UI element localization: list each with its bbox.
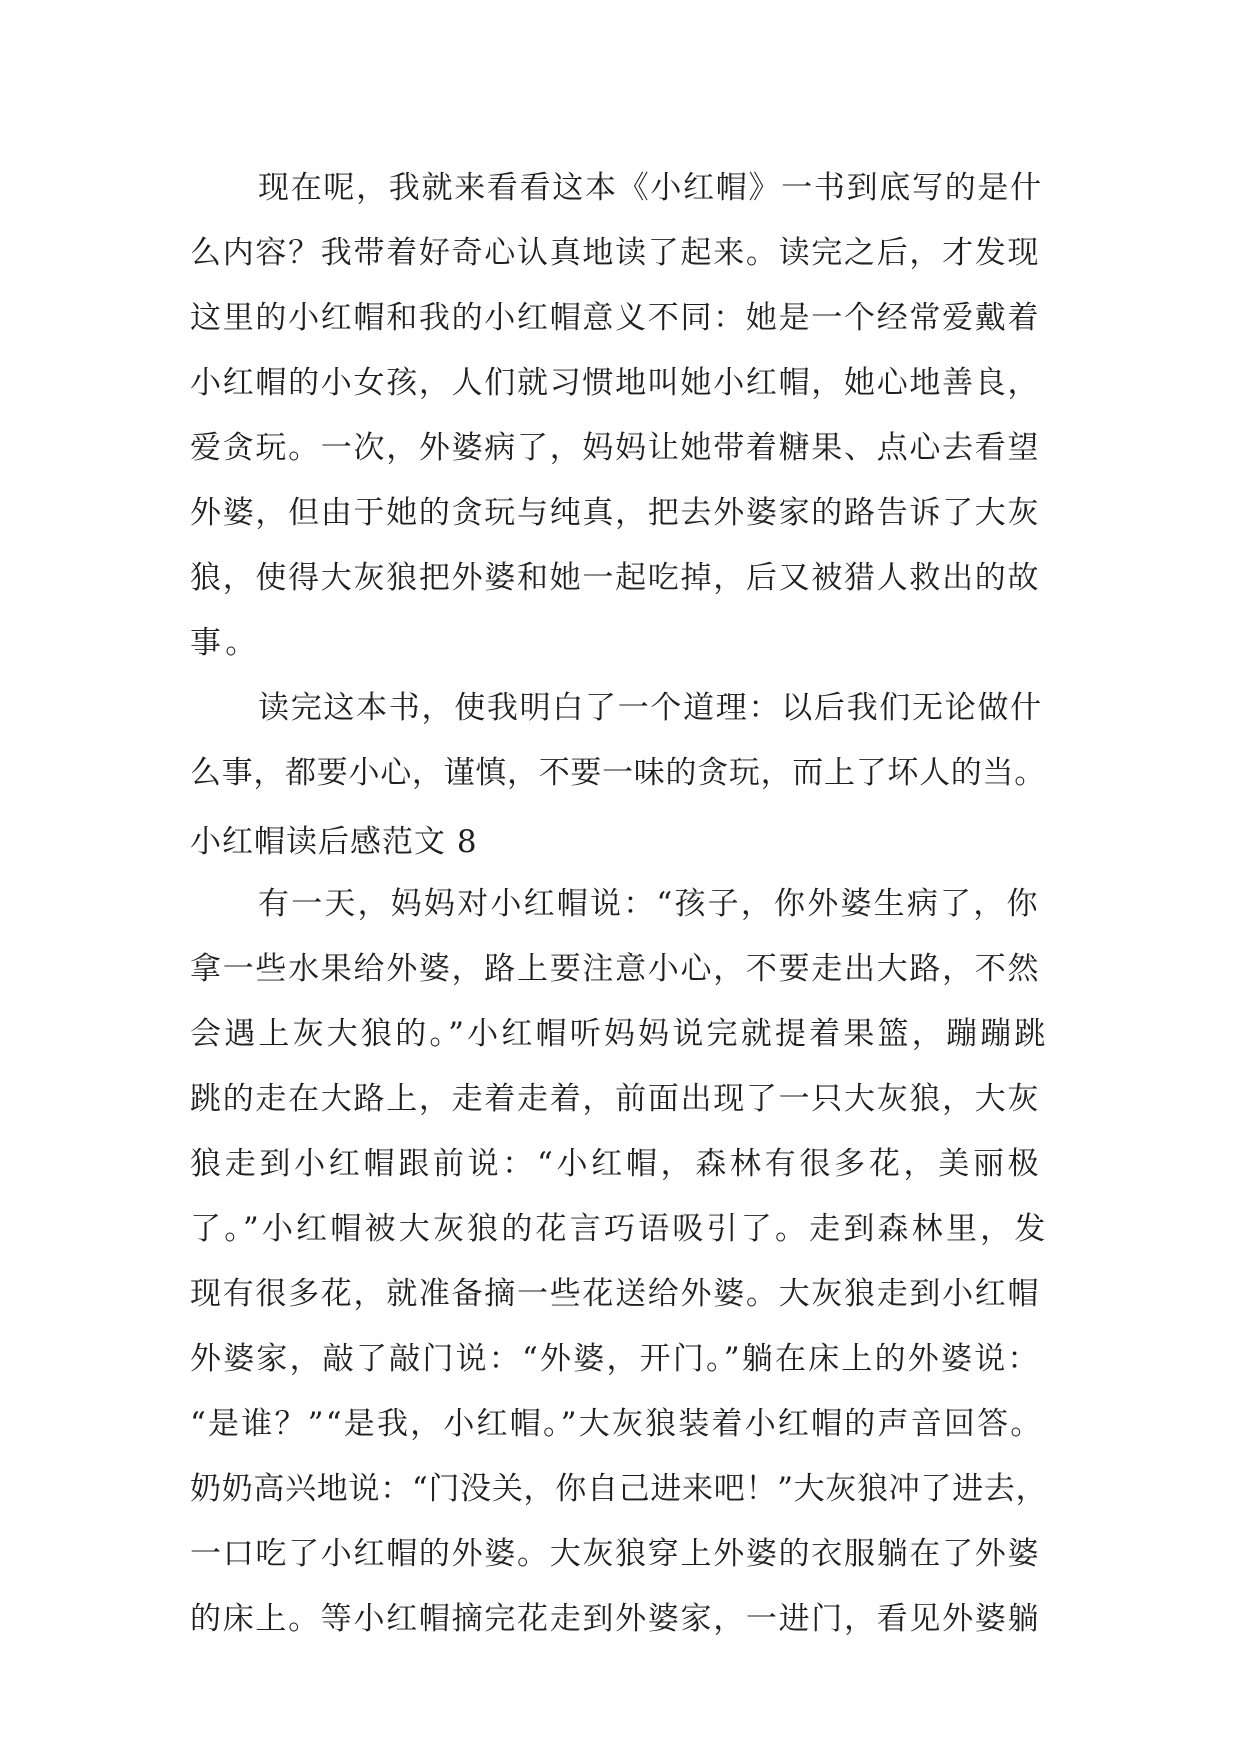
paragraph-line: 外婆家，敲了敲门说：“外婆，开门。”躺在床上的外婆说：: [190, 1341, 1041, 1377]
paragraph-line: 狼走到小红帽跟前说：“小红帽，森林有很多花，美丽极: [190, 1146, 1043, 1182]
paragraph-3: [190, 872, 1050, 1652]
paragraph-line: 小红帽的小女孩，人们就习惯地叫她小红帽，她心地善良，: [190, 365, 1041, 401]
paragraph-1: [190, 156, 1050, 676]
paragraph-line: 了。”小红帽被大灰狼的花言巧语吸引了。走到森林里，发: [190, 1211, 1049, 1247]
paragraph-line: 狼，使得大灰狼把外婆和她一起吃掉，后又被猎人救出的故: [190, 560, 1041, 596]
paragraph-line: 的床上。等小红帽摘完花走到外婆家，一进门，看见外婆躺: [190, 1601, 1041, 1637]
paragraph-line: 现在呢，我就来看看这本《小红帽》一书到底写的是什: [258, 170, 1043, 206]
paragraph-line: 外婆，但由于她的贪玩与纯真，把去外婆家的路告诉了大灰: [190, 495, 1041, 531]
paragraph-2: [190, 676, 1050, 806]
paragraph-line: 这里的小红帽和我的小红帽意义不同：她是一个经常爱戴着: [190, 300, 1041, 336]
section-heading-block: [190, 812, 1050, 872]
paragraph-line: 现有很多花，就准备摘一些花送给外婆。大灰狼走到小红帽: [190, 1276, 1041, 1312]
paragraph-line: 一口吃了小红帽的外婆。大灰狼穿上外婆的衣服躺在了外婆: [190, 1536, 1041, 1572]
paragraph-line: 有一天，妈妈对小红帽说：“孩子，你外婆生病了，你: [258, 886, 1040, 922]
paragraph-line: 跳的走在大路上，走着走着，前面出现了一只大灰狼，大灰: [190, 1081, 1041, 1117]
paragraph-line: 爱贪玩。一次，外婆病了，妈妈让她带着糖果、点心去看望: [190, 430, 1041, 466]
paragraph-line: “是谁？”“是我，小红帽。”大灰狼装着小红帽的声音回答。: [190, 1406, 1044, 1442]
paragraph-line: 读完这本书，使我明白了一个道理：以后我们无论做什: [258, 690, 1043, 726]
paragraph-line: 奶奶高兴地说：“门没关，你自己进来吧！”大灰狼冲了进去，: [190, 1471, 1048, 1507]
paragraph-line: 么事，都要小心，谨慎，不要一味的贪玩，而上了坏人的当。: [190, 755, 1046, 791]
paragraph-line: 事。: [190, 625, 261, 661]
paragraph-line: 拿一些水果给外婆，路上要注意小心，不要走出大路，不然: [190, 951, 1041, 987]
paragraph-line: 么内容？我带着好奇心认真地读了起来。读完之后，才发现: [190, 235, 1041, 271]
paragraph-line: 会遇上灰大狼的。”小红帽听妈妈说完就提着果篮，蹦蹦跳: [190, 1016, 1049, 1052]
section-heading: 小红帽读后感范文 8: [190, 824, 478, 860]
